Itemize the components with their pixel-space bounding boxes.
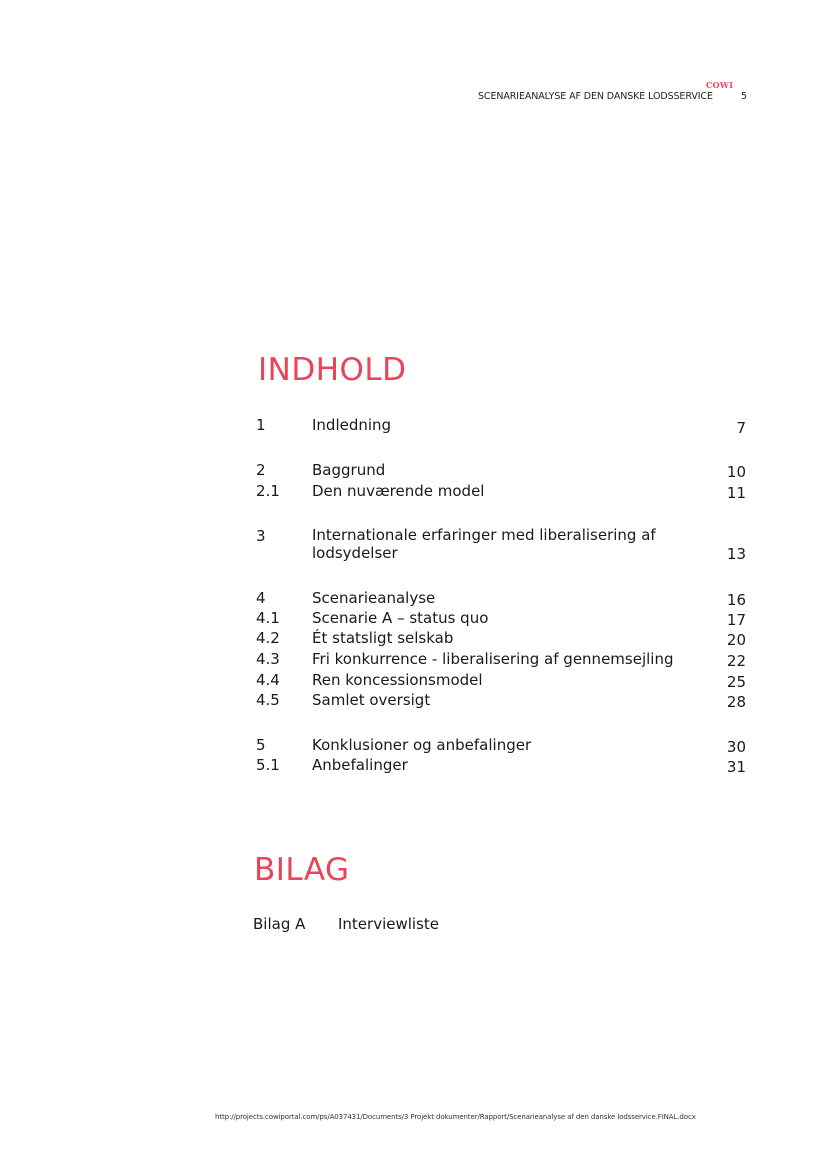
toc-entry-page: 17 xyxy=(726,611,746,629)
toc-entry-page: 30 xyxy=(726,738,746,756)
cowi-logo: COWI xyxy=(706,80,734,90)
toc-entry-number: 4 xyxy=(256,589,266,607)
toc-entry-page: 22 xyxy=(726,652,746,670)
toc-entry-title: Indledning xyxy=(312,416,392,434)
toc-entry-page: 16 xyxy=(726,591,746,609)
footer-document-path: http://projects.cowiportal.com/ps/A037431/Documents/3 Projekt dokumenter/Rapport/Scenarieanalyse af den danske lodsservice.FINAL.docx xyxy=(215,1113,696,1121)
toc-entry-number: 4.3 xyxy=(256,650,280,668)
toc-entry-title: Den nuværende model xyxy=(312,482,485,500)
appendix-entry-label[interactable]: Bilag A xyxy=(253,915,306,933)
toc-entry-title: Internationale erfaringer med liberalisering af lodsydelser xyxy=(312,526,656,562)
toc-entry-page: 28 xyxy=(726,693,746,711)
page-number: 5 xyxy=(741,91,748,102)
toc-entry-number: 5.1 xyxy=(256,756,280,774)
toc-entry-page: 10 xyxy=(726,463,746,481)
toc-entry-page: 11 xyxy=(726,484,746,502)
toc-entry-number: 2 xyxy=(256,461,266,479)
toc-entry-title: Samlet oversigt xyxy=(312,691,431,709)
toc-entry-page: 7 xyxy=(736,419,746,437)
toc-entry-number: 4.2 xyxy=(256,629,280,647)
toc-entry-number: 2.1 xyxy=(256,482,280,500)
toc-entry-title: Scenarieanalyse xyxy=(312,589,436,607)
toc-entry-title: Fri konkurrence - liberalisering af gennemsejling xyxy=(312,650,674,668)
toc-entry-page: 25 xyxy=(726,673,746,691)
toc-entry-number: 4.1 xyxy=(256,609,280,627)
toc-entry-page: 31 xyxy=(726,758,746,776)
toc-entry-title: Ét statsligt selskab xyxy=(312,629,454,647)
toc-entry-number: 5 xyxy=(256,736,266,754)
appendix-entry-title[interactable]: Interviewliste xyxy=(338,915,440,933)
toc-entry-number: 1 xyxy=(256,416,266,434)
running-header-title: SCENARIEANALYSE AF DEN DANSKE LODSSERVICE xyxy=(478,91,713,102)
toc-entry-title: Ren koncessionsmodel xyxy=(312,671,483,689)
toc-heading: INDHOLD xyxy=(258,352,407,388)
appendix-heading: BILAG xyxy=(254,852,350,888)
toc-entry-title: Konklusioner og anbefalinger xyxy=(312,736,532,754)
toc-entry-page: 20 xyxy=(726,631,746,649)
toc-entry-title: Scenarie A – status quo xyxy=(312,609,489,627)
toc-entry-page: 13 xyxy=(726,545,746,563)
toc-entry-number: 4.5 xyxy=(256,691,280,709)
toc-entry-title: Baggrund xyxy=(312,461,386,479)
toc-entry-number: 4.4 xyxy=(256,671,280,689)
toc-entry-title: Anbefalinger xyxy=(312,756,408,774)
toc-entry-number: 3 xyxy=(256,527,266,545)
